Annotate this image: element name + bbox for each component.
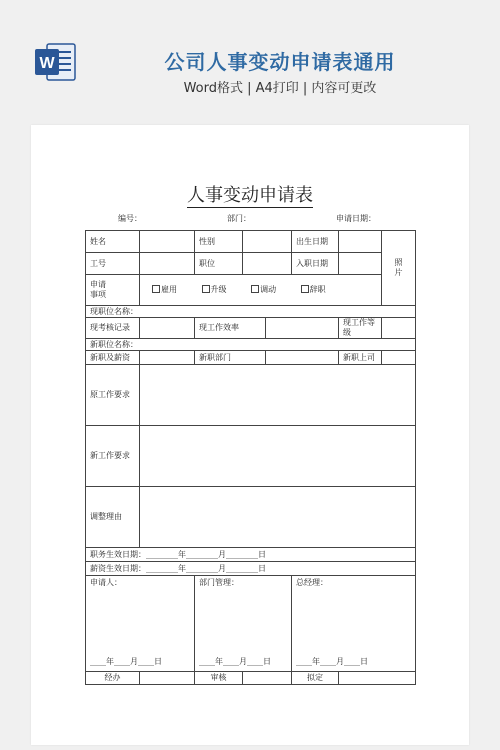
checkbox-icon[interactable]: [152, 285, 160, 293]
name-cell[interactable]: [140, 231, 195, 253]
apply-date-label: 申请日期：: [336, 214, 376, 223]
option-promote[interactable]: 升级: [202, 285, 227, 294]
hire-date-label: 入职日期: [292, 253, 339, 275]
current-level-label: 现工作等级: [339, 318, 382, 339]
current-efficiency-cell[interactable]: [266, 318, 339, 339]
handled-label: 经办: [86, 672, 140, 685]
current-efficiency-label: 现工作效率: [195, 318, 266, 339]
audit-cell[interactable]: [243, 672, 292, 685]
checkbox-icon[interactable]: [301, 285, 309, 293]
document-page: [31, 125, 469, 745]
drafted-label: 拟定: [292, 672, 339, 685]
position-label: 职位: [195, 253, 243, 275]
dept-manager-signature-box[interactable]: 部门管理： ____年____月____日: [195, 576, 292, 672]
birth-label: 出生日期: [292, 231, 339, 253]
new-superior-label: 新职上司: [339, 351, 382, 365]
photo-box[interactable]: 照 片: [382, 231, 416, 306]
new-requirements-label: 新工作要求: [86, 426, 140, 487]
old-requirements-cell[interactable]: [140, 365, 416, 426]
word-icon-letter: W: [39, 55, 55, 72]
apply-items-label: 申请 事项: [86, 275, 140, 306]
adjust-reason-label: 调整理由: [86, 487, 140, 548]
general-manager-signature-box[interactable]: 总经理： ____年____月____日: [292, 576, 416, 672]
dept-label: 部门：: [227, 214, 251, 223]
hire-date-cell[interactable]: [339, 253, 382, 275]
apply-options: [140, 275, 382, 306]
option-transfer[interactable]: 调动: [251, 285, 276, 294]
employee-id-cell[interactable]: [140, 253, 195, 275]
checkbox-icon[interactable]: [202, 285, 210, 293]
new-salary-label: 新职及薪资: [86, 351, 140, 365]
option-hire[interactable]: 雇用: [152, 285, 177, 294]
birth-cell[interactable]: [339, 231, 382, 253]
applicant-signature-box[interactable]: 申请人： ____年____月____日: [86, 576, 195, 672]
new-superior-cell[interactable]: [382, 351, 416, 365]
new-position-row[interactable]: 新职位名称：: [86, 339, 416, 351]
page-subtitle: Word格式 | A4打印 | 内容可更改: [183, 81, 377, 96]
form-title: 人事变动申请表: [187, 185, 313, 206]
new-requirements-cell[interactable]: [140, 426, 416, 487]
gender-cell[interactable]: [243, 231, 292, 253]
review-record-cell[interactable]: [140, 318, 195, 339]
page-title: 公司人事变动申请表通用: [164, 50, 396, 74]
review-record-label: 现考核记录: [86, 318, 140, 339]
salary-effective-row[interactable]: 薪资生效日期：________年________月________日: [86, 562, 416, 576]
checkbox-icon[interactable]: [251, 285, 259, 293]
job-effective-row[interactable]: 职务生效日期：________年________月________日: [86, 548, 416, 562]
new-salary-cell[interactable]: [140, 351, 195, 365]
drafted-cell[interactable]: [339, 672, 416, 685]
adjust-reason-cell[interactable]: [140, 487, 416, 548]
current-position-row[interactable]: 现职位名称：: [86, 306, 416, 318]
personnel-change-form: [85, 230, 416, 685]
name-label: 姓名: [86, 231, 140, 253]
audit-label: 审核: [195, 672, 243, 685]
gender-label: 性别: [195, 231, 243, 253]
word-document-icon: [33, 40, 77, 84]
new-dept-label: 新职部门: [195, 351, 266, 365]
handled-cell[interactable]: [140, 672, 195, 685]
position-cell[interactable]: [243, 253, 292, 275]
old-requirements-label: 原工作要求: [86, 365, 140, 426]
employee-id-label: 工号: [86, 253, 140, 275]
number-label: 编号：: [118, 214, 142, 223]
current-level-cell[interactable]: [382, 318, 416, 339]
new-dept-cell[interactable]: [266, 351, 339, 365]
option-resign[interactable]: 辞职: [301, 285, 326, 294]
